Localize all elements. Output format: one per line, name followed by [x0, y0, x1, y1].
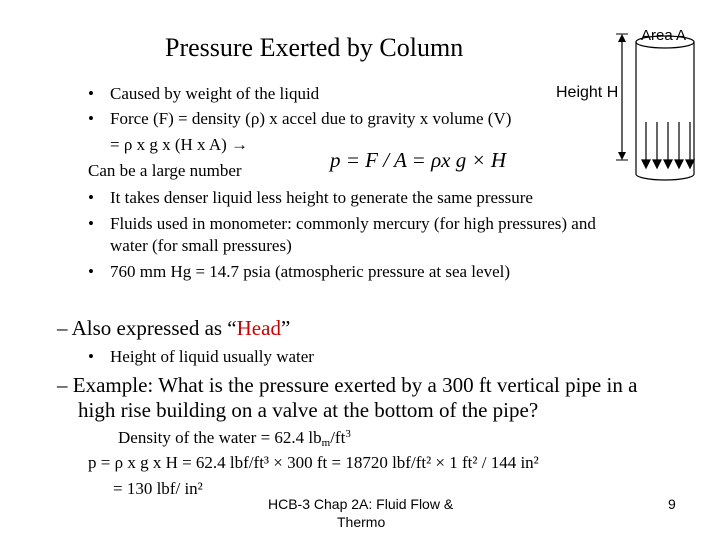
- bullet-760mmhg: • 760 mm Hg = 14.7 psia (atmospheric pressure at sea level): [88, 262, 510, 282]
- density-sub: m: [321, 437, 331, 449]
- area-label: Area A: [641, 27, 687, 44]
- head-suffix: ”: [280, 316, 291, 340]
- density-sup: 3: [345, 428, 351, 440]
- head-line: [57, 316, 290, 341]
- large-number-text: Can be a large number: [88, 161, 242, 180]
- example-line-1: – Example: What is the pressure exerted by a 300 ft vertical pipe in a: [57, 373, 638, 397]
- slide-title: Pressure Exerted by Column: [165, 33, 464, 62]
- density-mid: /ft: [330, 428, 346, 447]
- height-arrowhead-bottom: [618, 152, 626, 160]
- density-prefix: Density of the water = 62.4 lb: [118, 428, 322, 447]
- pressure-equation: p = F / A = ρx g × H: [330, 148, 507, 172]
- pressure-calculation-line: p = ρ x g x H = 62.4 lbf/ft³ × 300 ft = 18720 lbf/ft² × 1 ft² / 144 in²: [88, 453, 539, 472]
- page-number: 9: [668, 496, 676, 512]
- height-arrowhead-top: [618, 34, 626, 42]
- head-keyword: Head: [236, 316, 281, 340]
- cylinder-bottom: [636, 174, 694, 180]
- height-label: Height H: [556, 84, 619, 101]
- head-prefix: – Also expressed as “: [57, 316, 237, 340]
- column-diagram: [610, 22, 720, 197]
- footer-line-1: HCB-3 Chap 2A: Fluid Flow &: [268, 496, 454, 512]
- bullet-weight: • Caused by weight of the liquid: [88, 84, 319, 104]
- result-line: = 130 lbf/ in²: [113, 479, 203, 498]
- density-line: [118, 428, 351, 448]
- example-line-2: high rise building on a valve at the bottom of the pipe?: [78, 398, 539, 422]
- bullet-fluids-monometer: • Fluids used in monometer: commonly mercury (for high pressures) and: [88, 214, 596, 234]
- footer-line-2: Thermo: [337, 514, 386, 530]
- bullet-denser-liquid: • It takes denser liquid less height to generate the same pressure: [88, 188, 533, 208]
- bullet-fluids-continuation: water (for small pressures): [110, 236, 292, 255]
- force-continuation: = ρ x g x (H x A) →: [110, 135, 249, 154]
- bullet-height-liquid: • Height of liquid usually water: [88, 347, 314, 367]
- bullet-force: • Force (F) = density (ρ) x accel due to gravity x volume (V): [88, 109, 511, 129]
- pressure-arrows: [642, 122, 694, 168]
